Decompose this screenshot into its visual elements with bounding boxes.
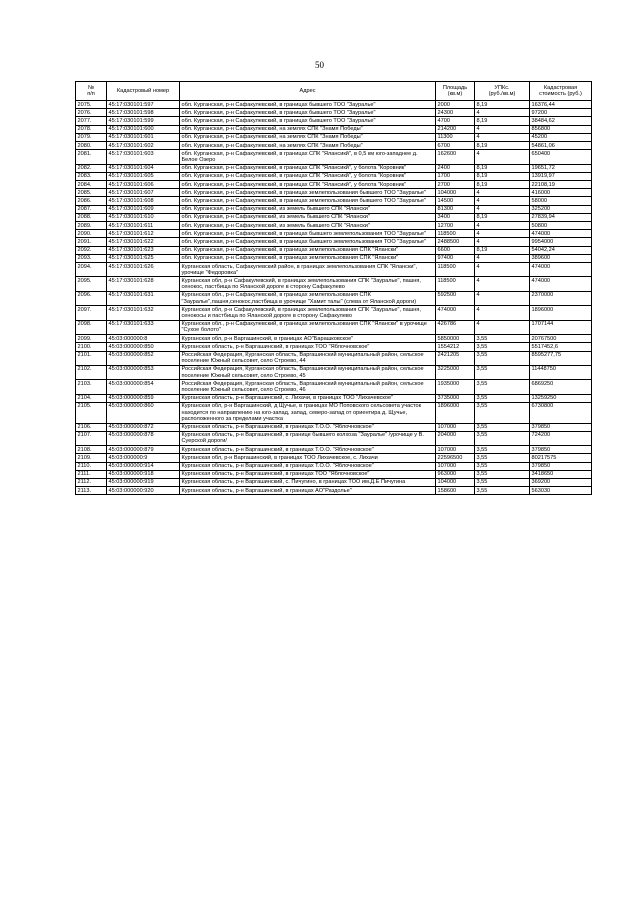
cell-cadastral-value: 379850 [530,462,592,470]
cell-number: 2092. [76,246,107,254]
cell-cadastral-number: 45:17:030101:602 [107,142,180,150]
cell-upks: 4 [475,133,530,141]
cell-area: 3735000 [436,394,475,402]
cell-upks: 4 [475,263,530,277]
table-row [76,238,592,246]
cell-upks: 3,55 [475,343,530,351]
cell-cadastral-value: 650400 [530,150,592,164]
cell-cadastral-value: 474000 [530,277,592,291]
cell-number: 2080. [76,142,107,150]
cell-upks: 4 [475,150,530,164]
cell-upks: 4 [475,125,530,133]
cell-area: 104000 [436,478,475,486]
cell-area: 963000 [436,470,475,478]
cell-number: 2107. [76,431,107,445]
cell-number: 2098. [76,320,107,334]
cell-number: 2104. [76,394,107,402]
cell-cadastral-value: 6869250 [530,380,592,394]
table-row [76,487,592,495]
cell-number: 2102. [76,365,107,379]
cell-cadastral-value: 856800 [530,125,592,133]
cell-number: 2087. [76,205,107,213]
cell-address: обл. Курганская, р-н Сафакулевский, в границах бывшего землепользования ТОО "Зауралье" [180,230,436,238]
cell-area: 24300 [436,109,475,117]
cell-number: 2082. [76,164,107,172]
table-row [76,277,592,291]
cell-cadastral-number: 45:03:000000:914 [107,462,180,470]
cell-area: 104000 [436,189,475,197]
cell-cadastral-number: 45:17:030101:609 [107,205,180,213]
cell-upks: 8,19 [475,142,530,150]
cell-number: 2113. [76,487,107,495]
cell-address: Курганская область, р-н Варгашинский, в границе бывшего колхоза "Зауралье" /урочище у В. Суерской дороги/ [180,431,436,445]
cell-cadastral-value: 1896000 [530,306,592,320]
cell-area: 426786 [436,320,475,334]
cell-address: обл. Курганская, р-н Сафакулевский, в границах бывшего ТОО "Зауралье" [180,109,436,117]
table-row [76,446,592,454]
cell-number: 2109. [76,454,107,462]
cell-area: 204000 [436,431,475,445]
cell-cadastral-value: 16376,44 [530,101,592,109]
cell-area: 81300 [436,205,475,213]
cell-cadastral-value: 379850 [530,446,592,454]
cell-number: 2088. [76,213,107,221]
table-row [76,470,592,478]
cell-number: 2100. [76,343,107,351]
cell-cadastral-number: 45:03:000000:853 [107,365,180,379]
cell-number: 2084. [76,181,107,189]
table-row [76,172,592,180]
cell-cadastral-number: 45:17:030101:612 [107,230,180,238]
cell-address: обл. Курганская, р-н Сафакулевский, из земель бывшего СПК "Ялански" [180,205,436,213]
cell-upks: 4 [475,230,530,238]
cell-cadastral-number: 45:17:030101:623 [107,246,180,254]
cell-address: Курганская область, р-н Варгашинский, с. Лихачи, в границах ТОО "Лихачевское" [180,394,436,402]
cell-area: 12700 [436,222,475,230]
cell-area: 118500 [436,263,475,277]
cell-address: Курганская область, р-н Варгашинский, в границах ТОО "Яблочновское" [180,470,436,478]
cell-area: 11300 [436,133,475,141]
table-row [76,402,592,423]
cell-number: 2110. [76,462,107,470]
table-row [76,394,592,402]
cell-cadastral-number: 45:17:030101:608 [107,197,180,205]
cell-cadastral-value: 54042,24 [530,246,592,254]
cell-upks: 3,55 [475,446,530,454]
cell-cadastral-value: 50800 [530,222,592,230]
cell-area: 474000 [436,306,475,320]
cell-cadastral-number: 45:03:000000:852 [107,351,180,365]
cell-upks: 3,55 [475,462,530,470]
cell-cadastral-number: 45:17:030101:611 [107,222,180,230]
cell-area: 118500 [436,277,475,291]
cell-upks: 3,55 [475,365,530,379]
cell-address: Курганская обл, р-н Сафакулевский, в границах землепользования СПК "Зауралье", пашня, сенокосы и пастбища по Яланской дороге в сторону Сафакулево [180,306,436,320]
cell-upks: 3,55 [475,423,530,431]
cell-upks: 8,19 [475,101,530,109]
cell-upks: 4 [475,109,530,117]
cell-number: 2089. [76,222,107,230]
cell-area: 2488500 [436,238,475,246]
cell-upks: 3,55 [475,487,530,495]
cell-number: 2081. [76,150,107,164]
cell-area: 3225000 [436,365,475,379]
cell-upks: 3,55 [475,394,530,402]
cell-area: 1700 [436,172,475,180]
cell-cadastral-number: 45:17:030101:604 [107,164,180,172]
cell-address: обл. Курганская, р-н Сафакулевский, на землях СПК "Знамя Победы" [180,133,436,141]
cell-cadastral-number: 45:17:030101:622 [107,238,180,246]
cell-address: обл. Курганская, р-н Сафакулевский, в границах землепользования СПК "Ялански" [180,246,436,254]
cell-address: Курганская обл, р-н Варгашинский, в границах ТОО Лихачевское, с. Лихачи [180,454,436,462]
cell-upks: 3,55 [475,470,530,478]
table-row [76,230,592,238]
cell-address: Российская Федерация, Курганская область, Варгашинский муниципальный район, сельское поселение Южный сельсовет, село Строево, 44 [180,351,436,365]
cadastral-table [75,81,592,495]
cell-address: Российская Федерация, Курганская область, Варгашинский муниципальный район, сельское поселение Южный сельсовет, село Строево, 46 [180,380,436,394]
cell-address: Курганская область, р-н Варгашинский, в границах АО"Раздолье" [180,487,436,495]
table-row [76,222,592,230]
table-row [76,117,592,125]
cell-address: Курганская область, р-н Варгашинский, с. Пичугино, в границах ТОО им.Д.Е Пичугина [180,478,436,486]
cell-cadastral-value: 19651,72 [530,164,592,172]
cell-address: обл. Курганская, р-н Сафакулевский, в границах бывшего ТОО "Зауралье" [180,117,436,125]
header-area: Площадь (кв.м) [436,82,475,101]
cell-address: обл. Курганская, р-н Сафакулевский, в границах землепользования бывшего ТОО "Зауралье" [180,189,436,197]
table-row [76,142,592,150]
cell-upks: 4 [475,291,530,305]
cell-cadastral-value: 563030 [530,487,592,495]
cell-upks: 8,19 [475,172,530,180]
cell-cadastral-number: 45:17:030101:603 [107,150,180,164]
cell-number: 2091. [76,238,107,246]
cell-address: Курганская область, р-н Варгашинский, в границах Т.О.О. "Яблочновское" [180,446,436,454]
cell-number: 2106. [76,423,107,431]
cell-address: обл. Курганская, р-н Сафакулевский, из земель бывшего СПК "Ялански" [180,222,436,230]
cell-upks: 4 [475,254,530,262]
table-row [76,343,592,351]
cell-cadastral-number: 45:17:030101:605 [107,172,180,180]
cell-upks: 4 [475,222,530,230]
cell-cadastral-value: 54861,06 [530,142,592,150]
cell-area: 118500 [436,230,475,238]
cell-cadastral-value: 6730800 [530,402,592,423]
cell-number: 2101. [76,351,107,365]
cell-address: обл. Курганская, р-н Сафакулевский, в границах СПК "Ялансикй", у болота "Коровник" [180,164,436,172]
cell-area: 2421205 [436,351,475,365]
cell-address: обл. Курганская, р-н Сафакулевский, на землях СПК "Знамя Победы" [180,125,436,133]
cell-number: 2075. [76,101,107,109]
table-row [76,462,592,470]
cell-cadastral-value: 22108,19 [530,181,592,189]
table-row [76,181,592,189]
cell-number: 2093. [76,254,107,262]
cell-cadastral-value: 27839,94 [530,213,592,221]
cell-address: обл. Курганская, р-н Сафакулевский, в границах землепользования бывшего ТОО "Зауралье" [180,197,436,205]
cell-area: 22596500 [436,454,475,462]
cell-upks: 8,19 [475,246,530,254]
cell-cadastral-number: 45:17:030101:628 [107,277,180,291]
cell-cadastral-value: 13259250 [530,394,592,402]
cell-cadastral-number: 45:17:030101:601 [107,133,180,141]
cell-address: Курганская обл, р-н Варгашинский, д Щучье, в границах МО Поповского сельсовета участок находится по направлению на юго-запад, запад, северо-запад от ориентира д. Щучье, расположенного за пределами участка [180,402,436,423]
cell-upks: 3,55 [475,478,530,486]
cell-area: 214200 [436,125,475,133]
cell-cadastral-value: 2370000 [530,291,592,305]
cell-upks: 4 [475,277,530,291]
table-row [76,197,592,205]
cell-cadastral-number: 45:17:030101:625 [107,254,180,262]
cell-upks: 8,19 [475,117,530,125]
cell-area: 592500 [436,291,475,305]
cell-area: 2700 [436,181,475,189]
header-address: Адрес [180,82,436,101]
table-row [76,478,592,486]
cell-upks: 8,19 [475,164,530,172]
cell-area: 1935000 [436,380,475,394]
cell-cadastral-value: 58000 [530,197,592,205]
cell-number: 2112. [76,478,107,486]
cell-cadastral-number: 45:03:000000:854 [107,380,180,394]
cell-number: 2078. [76,125,107,133]
table-row [76,306,592,320]
cell-number: 2085. [76,189,107,197]
cell-upks: 4 [475,238,530,246]
cell-number: 2094. [76,263,107,277]
cell-upks: 8,19 [475,213,530,221]
table-row [76,263,592,277]
table-header-row [76,82,592,101]
table-row [76,205,592,213]
cell-address: обл. Курганская, р-н Сафакулевский, в границах землепользования СПК "Ялански" [180,254,436,262]
cell-area: 107000 [436,446,475,454]
cell-upks: 3,55 [475,454,530,462]
table-row [76,213,592,221]
cell-area: 107000 [436,462,475,470]
header-upks: УПКс. (руб./кв.м) [475,82,530,101]
cell-upks: 4 [475,189,530,197]
table-row [76,431,592,445]
cell-area: 3400 [436,213,475,221]
table-row [76,101,592,109]
cell-area: 14500 [436,197,475,205]
cell-cadastral-value: 1707144 [530,320,592,334]
cell-cadastral-value: 379850 [530,423,592,431]
cell-upks: 3,55 [475,431,530,445]
cell-upks: 3,55 [475,380,530,394]
cell-cadastral-number: 45:03:000000:878 [107,431,180,445]
page-number: 50 [315,60,324,70]
cell-cadastral-number: 45:17:030101:633 [107,320,180,334]
cell-area: 4700 [436,117,475,125]
cell-number: 2105. [76,402,107,423]
table-row [76,351,592,365]
cell-cadastral-number: 45:03:000000:850 [107,343,180,351]
cell-upks: 3,55 [475,335,530,343]
cell-cadastral-number: 45:03:000000:872 [107,423,180,431]
cell-cadastral-number: 45:17:030101:600 [107,125,180,133]
table-row [76,133,592,141]
cell-cadastral-number: 45:17:030101:599 [107,117,180,125]
cell-area: 2000 [436,101,475,109]
cell-address: Курганская область, р-н Варгашинский, в границах Т.О.О. "Яблочновское" [180,423,436,431]
header-cadastral-value: Кадастровая стоимость (руб.) [530,82,592,101]
cell-number: 2111. [76,470,107,478]
cell-number: 2103. [76,380,107,394]
cell-address: Курганская обл, р-н Сафакулевский, в границах землепользования СПК "Зауралье", пашня, сенокос, пастбища по Яланской дороге в сторону Сафакулево [180,277,436,291]
cell-cadastral-value: 724200 [530,431,592,445]
cell-number: 2099. [76,335,107,343]
cell-cadastral-value: 11448750 [530,365,592,379]
cell-cadastral-number: 45:17:030101:598 [107,109,180,117]
cell-cadastral-value: 416000 [530,189,592,197]
cell-cadastral-value: 8595277,75 [530,351,592,365]
cell-cadastral-number: 45:03:000000:859 [107,394,180,402]
cell-area: 2400 [436,164,475,172]
cell-cadastral-number: 45:03:000000:918 [107,470,180,478]
cell-number: 2083. [76,172,107,180]
cell-number: 2077. [76,117,107,125]
cell-cadastral-number: 45:03:000000:920 [107,487,180,495]
cell-cadastral-value: 3418650 [530,470,592,478]
cell-cadastral-number: 45:03:000000:879 [107,446,180,454]
cell-cadastral-number: 45:03:000000:860 [107,402,180,423]
cell-address: Курганская область, Сафакулевский район, в границах землепользования СПК "Ялански", урочище "Федоровка" [180,263,436,277]
cell-address: Курганская обл., р-н Сафакулевский, в границах землепользования СПК "Зауралье",пашня,сенокос,пастбища в урочище "Хамит талы" (слева от Яланской дороги) [180,291,436,305]
cell-address: обл. Курганская, р-н Сафакулевский, из земель бывшего СПК "Ялански" [180,213,436,221]
table-row [76,454,592,462]
cell-upks: 3,55 [475,351,530,365]
cell-cadastral-number: 45:17:030101:626 [107,263,180,277]
cell-area: 6600 [436,246,475,254]
cell-cadastral-value: 5517452,6 [530,343,592,351]
table-row [76,109,592,117]
cell-cadastral-value: 38484,62 [530,117,592,125]
cell-number: 2096. [76,291,107,305]
header-cadastral-number: Кадастровый номер [107,82,180,101]
cell-cadastral-number: 45:17:030101:606 [107,181,180,189]
cell-cadastral-value: 474000 [530,263,592,277]
cell-cadastral-number: 45:17:030101:597 [107,101,180,109]
table-row [76,335,592,343]
cell-upks: 8,19 [475,181,530,189]
cell-cadastral-value: 20767500 [530,335,592,343]
cell-cadastral-value: 13919,97 [530,172,592,180]
table-row [76,291,592,305]
cell-area: 107000 [436,423,475,431]
cell-cadastral-value: 389600 [530,254,592,262]
cell-cadastral-number: 45:17:030101:632 [107,306,180,320]
cell-address: обл. Курганская, р-н Сафакулевский, в границах СПК "Ялансикй", у болота "Коровник" [180,181,436,189]
cell-cadastral-value: 80217575 [530,454,592,462]
cell-cadastral-value: 325200 [530,205,592,213]
cell-cadastral-value: 369200 [530,478,592,486]
cell-upks: 4 [475,197,530,205]
cell-cadastral-number: 45:03:000000:9 [107,454,180,462]
header-number: № п/п [76,82,107,101]
table-row [76,246,592,254]
cell-address: обл. Курганская, р-н Сафакулевский, в границах СПК "Ялансикй", в 0,5 км юго-западнее д. Белое Озеро [180,150,436,164]
table-row [76,423,592,431]
table-row [76,254,592,262]
cell-address: обл. Курганская, р-н Сафакулевский, в границах бывшего ТОО "Зауралье" [180,101,436,109]
cell-cadastral-value: 97200 [530,109,592,117]
cell-cadastral-value: 474000 [530,230,592,238]
cell-area: 158600 [436,487,475,495]
cell-number: 2079. [76,133,107,141]
cell-number: 2108. [76,446,107,454]
cell-address: Курганская область, р-н Варгашинский, в границах Т.О.О. "Яблочновское" [180,462,436,470]
cell-area: 6700 [436,142,475,150]
cell-cadastral-value: 45200 [530,133,592,141]
table-row [76,164,592,172]
cell-address: Курганская область, р-н Варгашинский, в границах ТОО "Яблочновское" [180,343,436,351]
cell-number: 2076. [76,109,107,117]
cell-upks: 3,55 [475,402,530,423]
cell-area: 1896000 [436,402,475,423]
cell-cadastral-number: 45:03:000000:919 [107,478,180,486]
cell-number: 2086. [76,197,107,205]
table-row [76,125,592,133]
cell-number: 2097. [76,306,107,320]
cell-cadastral-number: 45:03:000000:8 [107,335,180,343]
table-row [76,320,592,334]
cell-address: Российская Федерация, Курганская область, Варгашинский муниципальный район, сельское поселение Южный сельсовет, село Строево, 45 [180,365,436,379]
cell-upks: 4 [475,320,530,334]
cell-upks: 4 [475,306,530,320]
cell-address: Курганская обл, р-н Варгашинский, в границах АО"Барашковское" [180,335,436,343]
cell-address: обл. Курганская, р-н Сафакулевский, на землях СПК "Знамя Победы" [180,142,436,150]
cell-area: 1554212 [436,343,475,351]
table-row [76,150,592,164]
cell-cadastral-number: 45:17:030101:631 [107,291,180,305]
cell-number: 2095. [76,277,107,291]
cell-cadastral-value: 9954000 [530,238,592,246]
cell-address: обл. Курганская, р-н Сафакулевский, в границах СПК "Ялансикй", у болота "Коровник" [180,172,436,180]
cell-cadastral-number: 45:17:030101:610 [107,213,180,221]
table-row [76,380,592,394]
cell-area: 162600 [436,150,475,164]
cell-area: 97400 [436,254,475,262]
cell-upks: 4 [475,205,530,213]
cell-cadastral-number: 45:17:030101:607 [107,189,180,197]
cell-address: Курганская обл., р-н Сафакулевский, в границах землепользования СПК "Ялански" в урочище "Сухое болото" [180,320,436,334]
cell-number: 2090. [76,230,107,238]
cell-area: 5850000 [436,335,475,343]
table-row [76,365,592,379]
table-row [76,189,592,197]
cell-address: обл. Курганская, р-н Сафакулевский, в границах бывшего землепользования ТОО "Зауралье" [180,238,436,246]
